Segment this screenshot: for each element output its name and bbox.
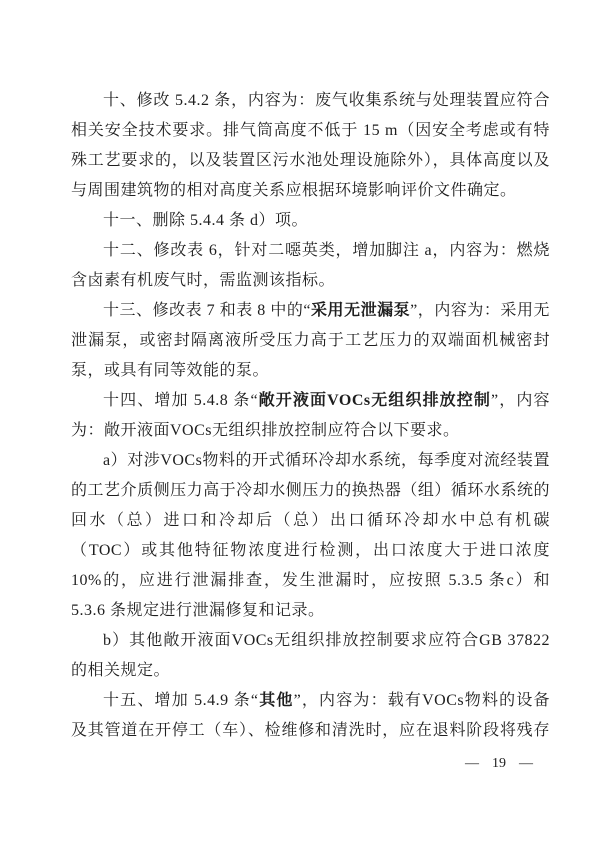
para-bold-term: 其他 (258, 692, 294, 709)
para-text: ”，内容为：采用无泄漏泵，或密封隔离液所受压力高于工艺压力的双端面机械密封泵，或具有同等效能的泵。 (71, 302, 550, 379)
para-item-11 (71, 206, 550, 236)
para-text: 十、修改 5.4.2 条，内容为：废气收集系统与处理装置应符合相关安全技术要求。排气筒高度不低于 15 m（因安全考虑或有特殊工艺要求的，以及装置区污水池处理设施除外），具体高度以及与周围建筑物的相对高度关系应根据环境影响评价文件确定。 (71, 92, 550, 199)
para-text: a）对涉VOCs物料的开式循环冷却水系统，每季度对流经装置的工艺介质侧压力高于冷却水侧压力的换热器（组）循环水系统的回水（总）进口和冷却后（总）出口循环冷却水中总有机碳（TOC）或其他特征物浓度进行检测，出口浓度大于进口浓度 10%的，应进行泄漏排查，发生泄漏时，应按照 5.3.5 条c）和 5.3.6 条规定进行泄漏修复和记录。 (71, 452, 550, 619)
footer-dash-right: — (519, 756, 533, 771)
para-item-14-a (71, 446, 550, 626)
para-item-14-b (71, 626, 550, 686)
para-text: 十三、修改表 7 和表 8 中的“ (103, 302, 311, 319)
para-bold-term: 采用无泄漏泵 (310, 302, 411, 319)
footer-dash-left: — (465, 756, 479, 771)
para-text: 十四、增加 5.4.8 条“ (103, 392, 259, 409)
para-item-12 (71, 236, 550, 296)
page-footer (465, 755, 533, 773)
document-body (71, 86, 550, 746)
para-text: ”，内容为：载有VOCs物料的设备及其管道在开停工（车）、检维修和清洗时，应在退料阶段将残存 (71, 692, 550, 739)
para-text: ”，内容为：敞开液面VOCs无组织排放控制应符合以下要求。 (71, 392, 551, 439)
para-text: 十一、删除 5.4.4 条 d）项。 (103, 212, 309, 229)
para-bold-term: 敞开液面VOCs无组织排放控制 (258, 392, 492, 409)
para-item-14 (71, 386, 550, 446)
para-text: b）其他敞开液面VOCs无组织排放控制要求应符合GB 37822 的相关规定。 (71, 632, 550, 679)
para-item-10 (71, 86, 550, 206)
page-number: 19 (492, 756, 506, 771)
para-text: 十五、增加 5.4.9 条“ (103, 692, 259, 709)
para-item-13 (71, 296, 550, 386)
para-text: 十二、修改表 6，针对二噁英类，增加脚注 a，内容为：燃烧含卤素有机废气时，需监测该指标。 (71, 242, 550, 289)
para-item-15 (71, 686, 550, 746)
